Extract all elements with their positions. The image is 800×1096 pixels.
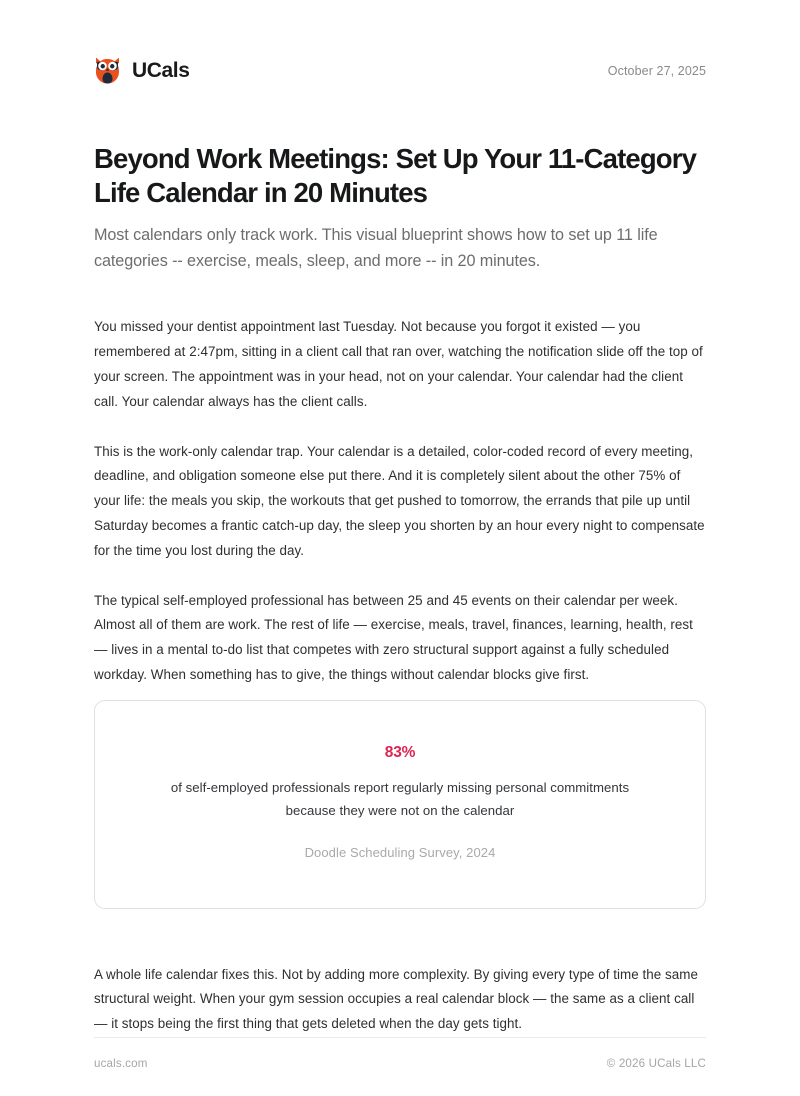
page-footer [94, 1037, 706, 1096]
title-block [94, 104, 706, 274]
closing-section [94, 935, 706, 1037]
body-paragraph: This is the work-only calendar trap. Your calendar is a detailed, color-coded record of every meeting, deadline, and obligation someone else put there. And it is completely silent about the other 75% of your life: the meals you skip, the workouts that get pushed to tomorrow, the errands that pile up until Saturday becomes a frantic catch-up day, the sleep you shorten by an hour every night to compensate for the time you lost during the day. [94, 443, 705, 558]
article-deck: Most calendars only track work. This visual blueprint shows how to set up 11 life categories -- exercise, meals, sleep, and more -- in 20 minutes. [94, 226, 658, 270]
issue-date: October 27, 2025 [607, 63, 706, 78]
article-body [94, 274, 706, 687]
footer-site-link[interactable]: ucals.com [94, 1057, 148, 1071]
page-header [94, 0, 706, 85]
footer-copyright: © 2026 UCals LLC [606, 1057, 706, 1071]
stat-value: 83% [384, 743, 416, 761]
brand-lockup[interactable] [94, 56, 190, 85]
stat-source: Doodle Scheduling Survey, 2024 [304, 844, 496, 860]
footer-divider [94, 1037, 706, 1038]
brand-name: UCals [132, 59, 190, 82]
owl-icon [94, 56, 121, 85]
stat-label: of self-employed professionals report regularly missing personal commitments because they were not on the calendar [170, 780, 630, 818]
stat-callout [94, 700, 706, 909]
footer-row [94, 1057, 706, 1070]
body-paragraph: The typical self-employed professional has between 25 and 45 events on their calendar per week. Almost all of them are work. The rest of life — exercise, meals, travel, finances, learning, health, rest — lives in a mental to-do list that competes with zero structural support against a fully scheduled workday. When something has to give, the things without calendar blocks give first. [94, 592, 693, 682]
closing-paragraph: A whole life calendar fixes this. Not by adding more complexity. By giving every type of time the same structural weight. When your gym session occupies a real calendar block — the same as a client call — it stops being the first thing that gets deleted when the day gets tight. [94, 966, 698, 1032]
page-title: Beyond Work Meetings: Set Up Your 11-Category Life Calendar in 20 Minutes [94, 143, 697, 209]
body-paragraph: You missed your dentist appointment last Tuesday. Not because you forgot it existed — you remembered at 2:47pm, sitting in a client call that ran over, watching the notification slide off the top of your screen. The appointment was in your head, not on your calendar. Your calendar had the client call. Your calendar always has the client calls. [94, 319, 703, 409]
